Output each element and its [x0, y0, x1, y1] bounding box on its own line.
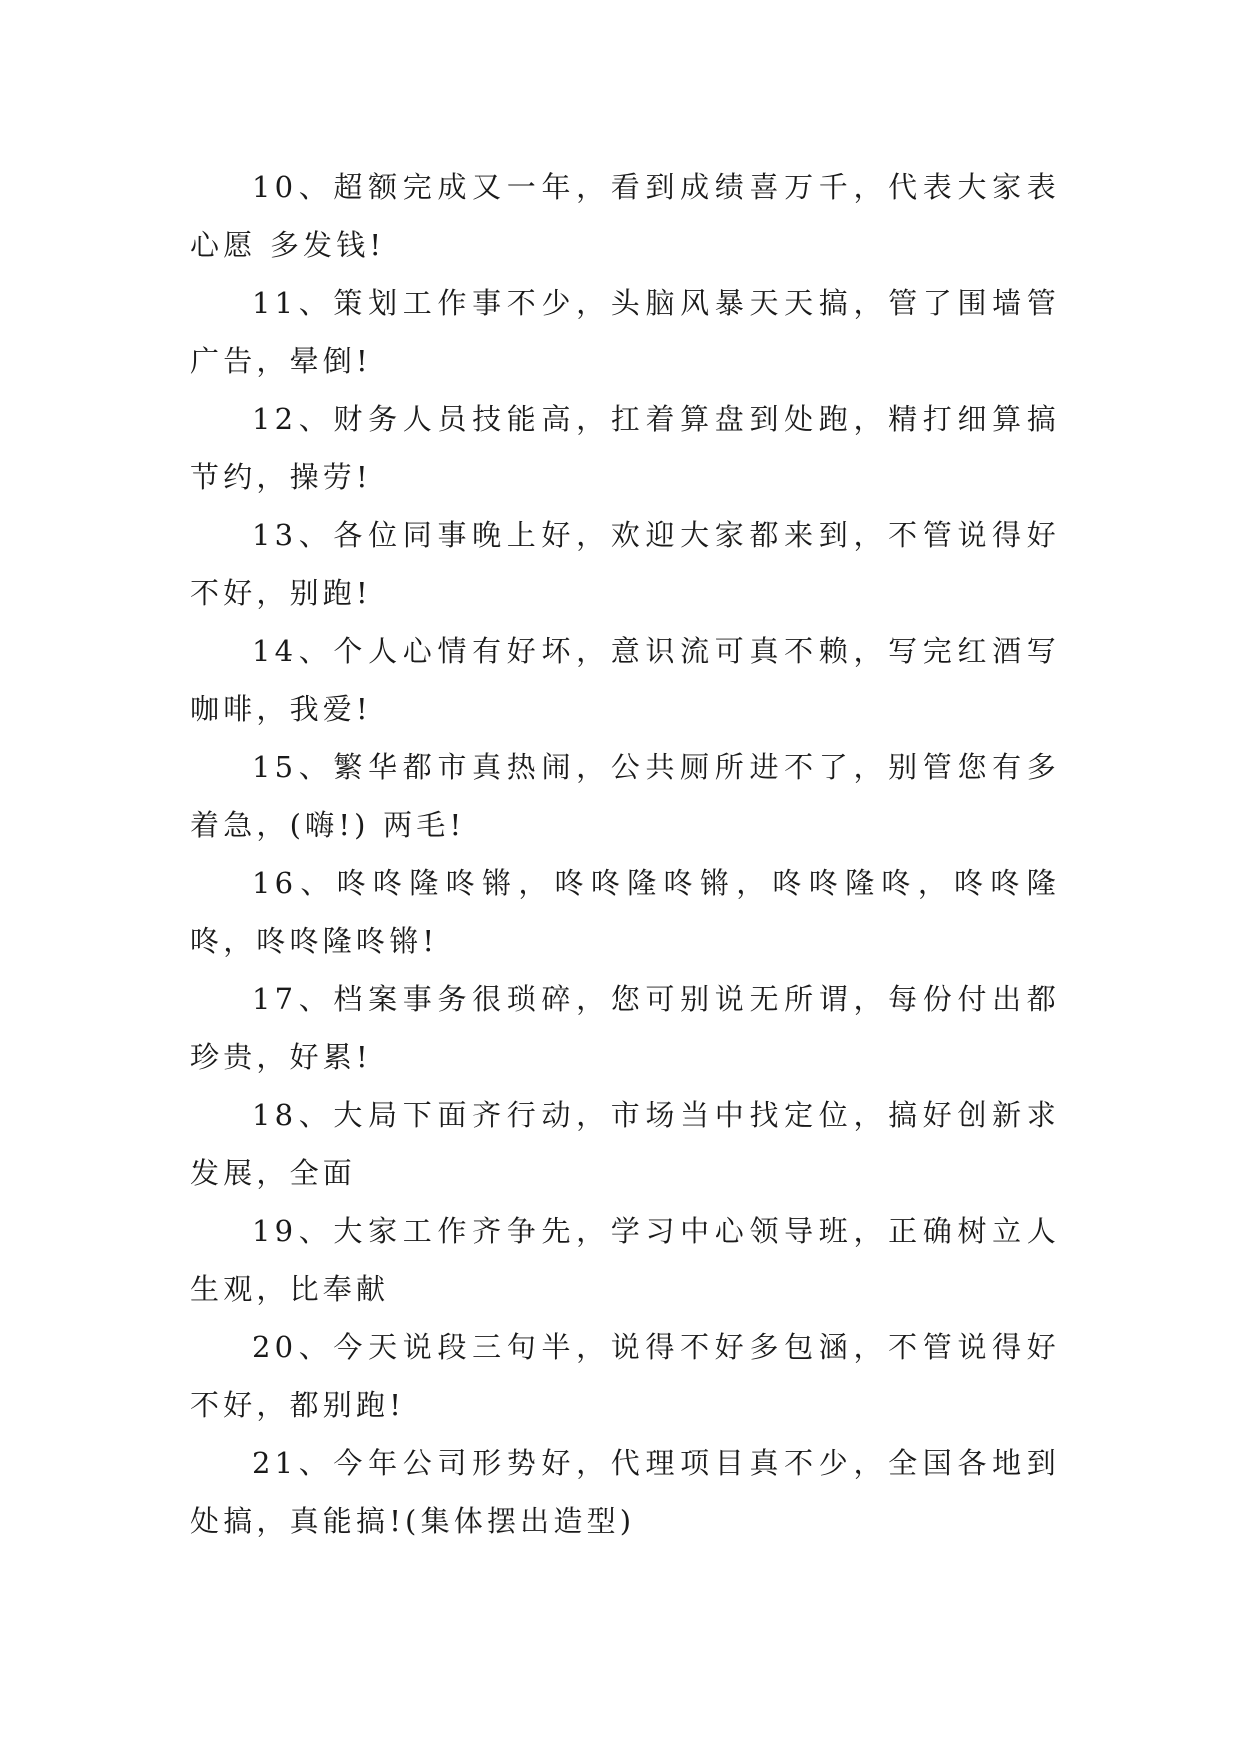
paragraph-21: 21、今年公司形势好，代理项目真不少，全国各地到处搞，真能搞!(集体摆出造型) — [190, 1446, 1060, 1538]
paragraph-17: 17、档案事务很琐碎，您可别说无所谓，每份付出都珍贵，好累! — [190, 982, 1060, 1074]
paragraph-13: 13、各位同事晚上好，欢迎大家都来到，不管说得好不好，别跑! — [190, 518, 1060, 610]
paragraph-16: 16、咚咚隆咚锵，咚咚隆咚锵，咚咚隆咚，咚咚隆咚，咚咚隆咚锵! — [190, 866, 1060, 958]
paragraph-15: 15、繁华都市真热闹，公共厕所进不了，别管您有多着急，(嗨!) 两毛! — [190, 750, 1060, 842]
paragraph-20: 20、今天说段三句半，说得不好多包涵，不管说得好不好，都别跑! — [190, 1330, 1060, 1422]
paragraph-18: 18、大局下面齐行动，市场当中找定位，搞好创新求发展，全面 — [190, 1098, 1060, 1190]
paragraph-14: 14、个人心情有好坏，意识流可真不赖，写完红酒写咖啡，我爱! — [190, 634, 1060, 726]
paragraph-19: 19、大家工作齐争先，学习中心领导班，正确树立人生观，比奉献 — [190, 1214, 1060, 1306]
paragraph-10: 10、超额完成又一年，看到成绩喜万千，代表大家表心愿 多发钱! — [190, 170, 1060, 262]
paragraph-12: 12、财务人员技能高，扛着算盘到处跑，精打细算搞节约，操劳! — [190, 402, 1060, 494]
paragraph-11: 11、策划工作事不少，头脑风暴天天搞，管了围墙管广告，晕倒! — [190, 286, 1060, 378]
document-body — [190, 158, 1060, 1550]
